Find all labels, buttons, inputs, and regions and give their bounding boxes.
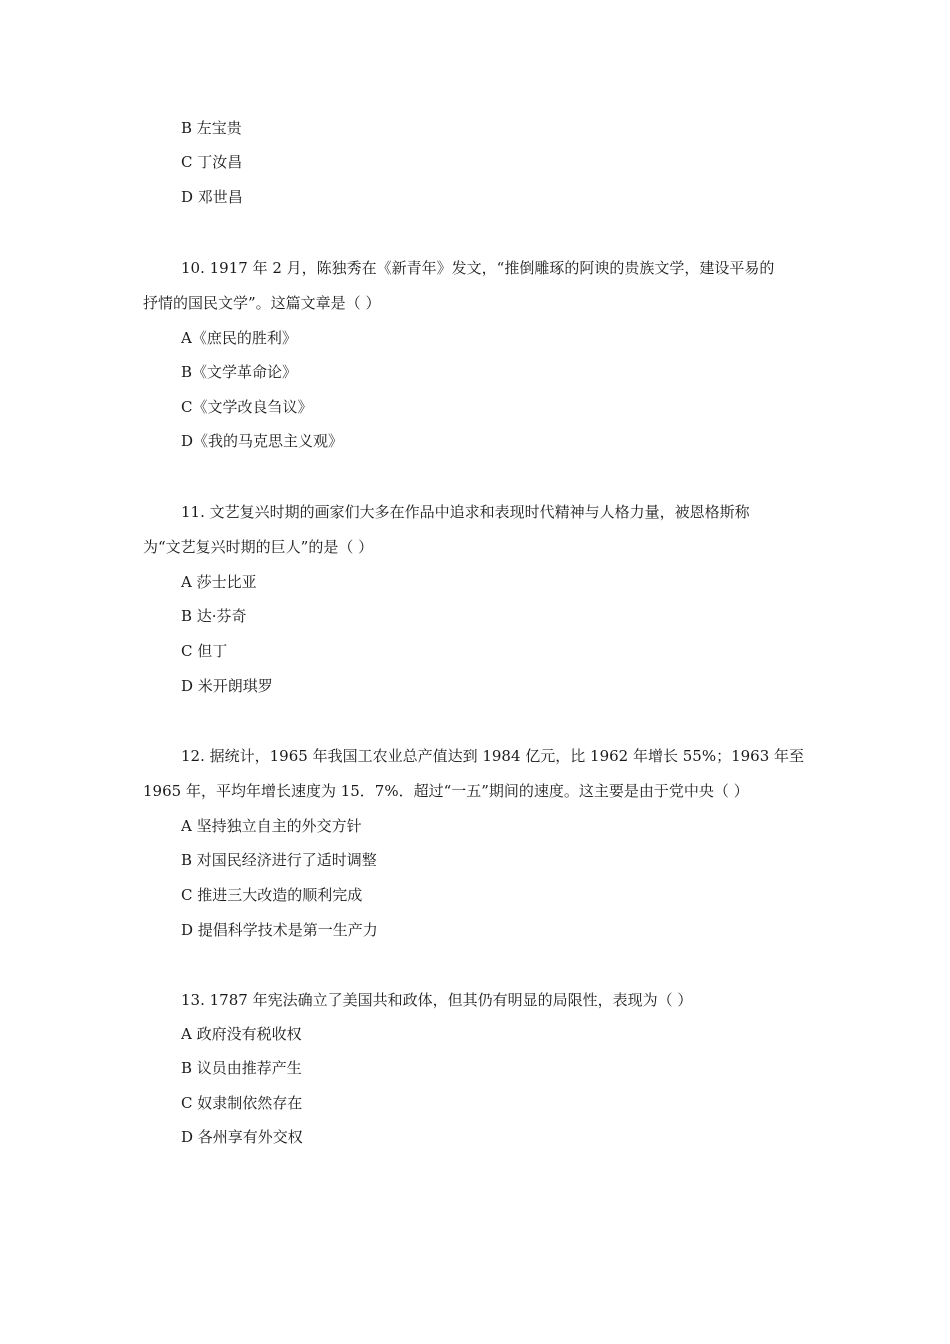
q12-stem-line2: 1965 年，平均年增长速度为 15．7%．超过“一五”期间的速度。这主要是由于党中央（ ） [143,782,749,800]
q12-option-d: D 提倡科学技术是第一生产力 [181,921,378,939]
q12-option-b: B 对国民经济进行了适时调整 [181,851,377,869]
q9-option-d: D 邓世昌 [181,188,243,206]
q9-option-b: B 左宝贵 [181,119,242,137]
q12-option-a: A 坚持独立自主的外交方针 [181,817,362,835]
q12-stem-line1: 12. 据统计，1965 年我国工农业总产值达到 1984 亿元，比 1962 年增长 55%；1963 年至 [181,747,805,765]
q10-option-d: D《我的马克思主义观》 [181,432,344,450]
q11-stem-line1: 11. 文艺复兴时期的画家们大多在作品中追求和表现时代精神与人格力量，被恩格斯称 [181,503,750,521]
q11-option-a: A 莎士比亚 [181,573,257,591]
q12-option-c: C 推进三大改造的顺利完成 [181,886,363,904]
q13-option-a: A 政府没有税收权 [181,1025,302,1043]
q11-stem-line2: 为“文艺复兴时期的巨人”的是（ ） [143,538,374,556]
q10-option-c: C《文学改良刍议》 [181,398,313,416]
q9-option-c: C 丁汝昌 [181,153,243,171]
q13-option-c: C 奴隶制依然存在 [181,1094,303,1112]
q10-stem-line2: 抒情的国民文学”。这篇文章是（ ） [143,294,381,312]
q13-stem-line1: 13. 1787 年宪法确立了美国共和政体，但其仍有明显的局限性，表现为（ ） [181,991,693,1009]
q10-stem-line1: 10. 1917 年 2 月，陈独秀在《新青年》发文，“推倒雕琢的阿谀的贵族文学，建设平易的 [181,259,775,277]
q13-option-d: D 各州享有外交权 [181,1128,303,1146]
q11-option-b: B 达·芬奇 [181,607,247,625]
q11-option-d: D 米开朗琪罗 [181,677,273,695]
q13-option-b: B 议员由推荐产生 [181,1059,302,1077]
q10-option-a: A《庶民的胜利》 [181,329,297,347]
q11-option-c: C 但丁 [181,642,228,660]
q10-option-b: B《文学革命论》 [181,363,298,381]
